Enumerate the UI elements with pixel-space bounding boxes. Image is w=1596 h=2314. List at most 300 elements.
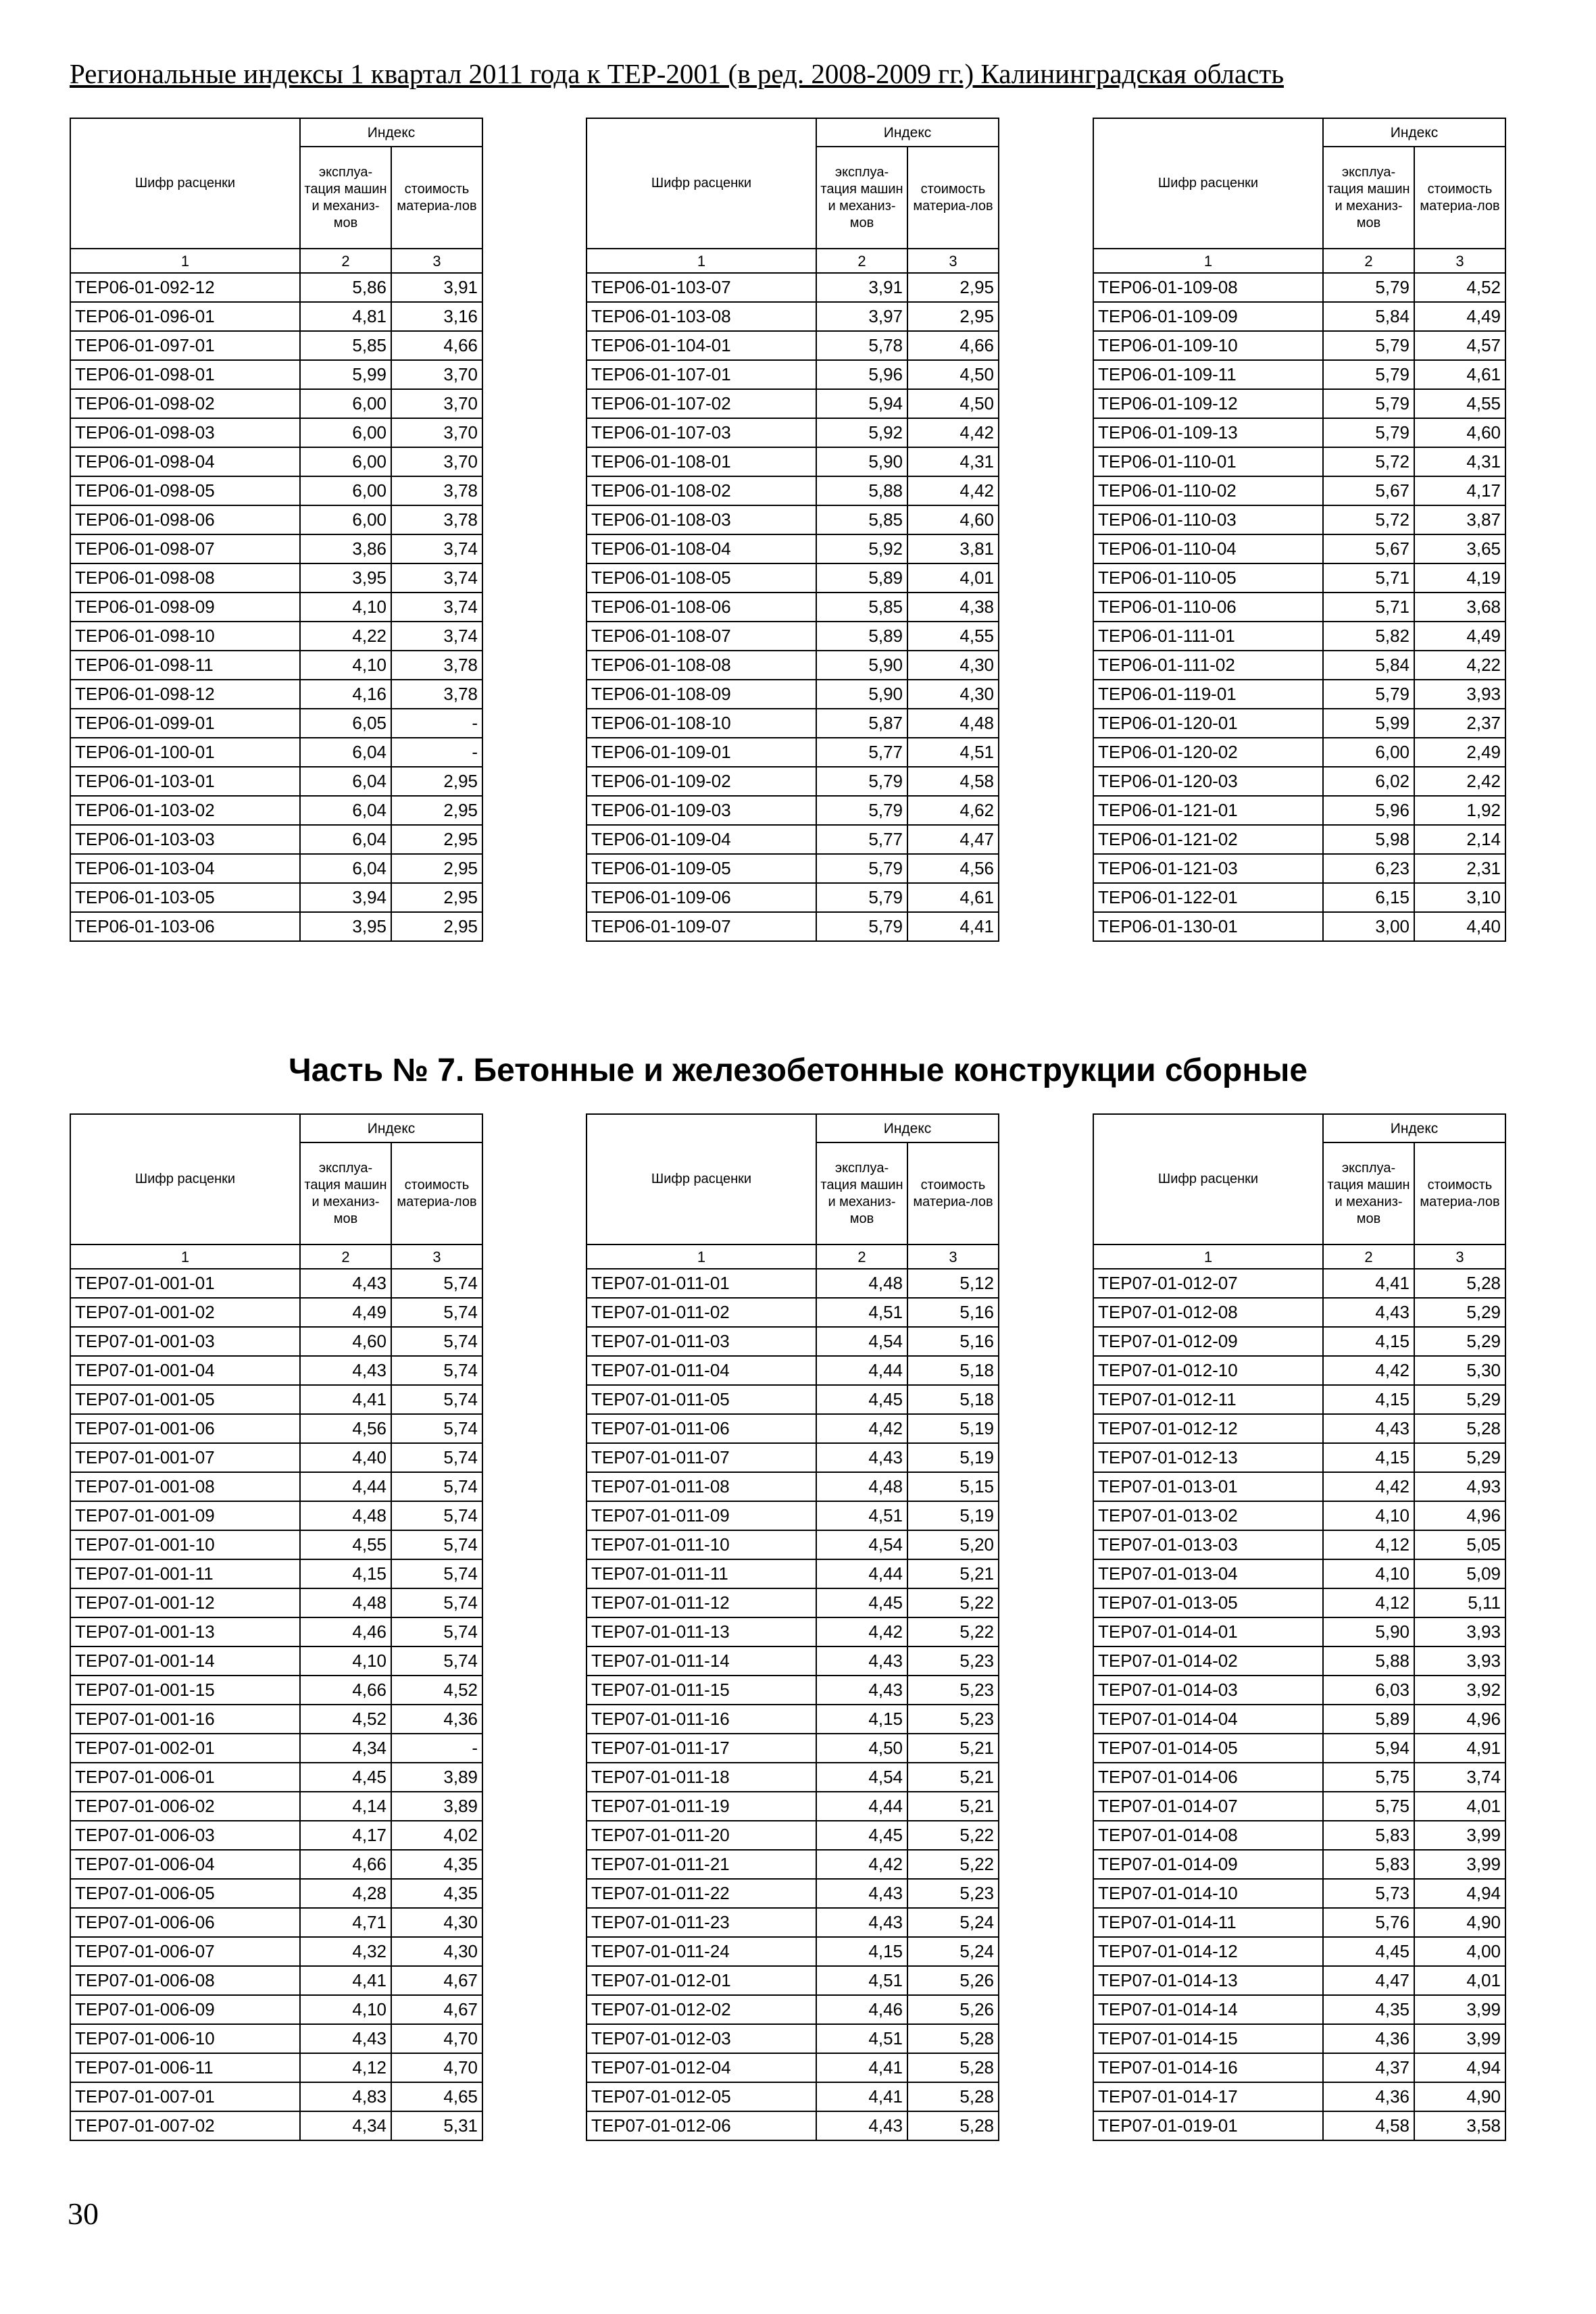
operation-index-cell: 4,49 (300, 1298, 391, 1327)
table-row (587, 1472, 999, 1501)
materials-index-cell: 5,74 (391, 1588, 482, 1617)
code-cell: ТЕР06-01-109-08 (1093, 273, 1323, 302)
table-row (1093, 563, 1505, 593)
operation-index-cell: 3,00 (1323, 912, 1414, 941)
code-cell: ТЕР07-01-011-05 (587, 1385, 816, 1414)
code-cell: ТЕР07-01-019-01 (1093, 2111, 1323, 2140)
code-cell: ТЕР07-01-012-08 (1093, 1298, 1323, 1327)
code-cell: ТЕР06-01-108-07 (587, 622, 816, 651)
table-row (70, 418, 482, 447)
materials-index-cell: 4,01 (1414, 1966, 1505, 1995)
header-num-2: 2 (1323, 249, 1414, 273)
materials-index-cell: 2,95 (391, 767, 482, 796)
operation-index-cell: 4,15 (816, 1705, 907, 1734)
code-cell: ТЕР07-01-011-17 (587, 1734, 816, 1763)
header-num-3: 3 (907, 1244, 999, 1269)
table-row (587, 302, 999, 331)
materials-index-cell: 5,21 (907, 1734, 999, 1763)
table-row (587, 1850, 999, 1879)
operation-index-cell: 4,44 (816, 1356, 907, 1385)
operation-index-cell: 5,79 (816, 883, 907, 912)
operation-index-cell: 4,10 (300, 1995, 391, 2024)
materials-index-cell: 5,22 (907, 1821, 999, 1850)
materials-index-cell: 5,29 (1414, 1443, 1505, 1472)
operation-index-cell: 4,43 (816, 2111, 907, 2140)
table-row (587, 1501, 999, 1530)
code-cell: ТЕР07-01-014-15 (1093, 2024, 1323, 2053)
operation-index-cell: 5,89 (1323, 1705, 1414, 1734)
code-cell: ТЕР06-01-110-05 (1093, 563, 1323, 593)
table-row (1093, 1327, 1505, 1356)
operation-index-cell: 4,66 (300, 1676, 391, 1705)
table-row (70, 1966, 482, 1995)
materials-index-cell: 5,24 (907, 1908, 999, 1937)
table-row (70, 302, 482, 331)
operation-index-cell: 5,98 (1323, 825, 1414, 854)
code-cell: ТЕР07-01-001-05 (70, 1385, 300, 1414)
operation-index-cell: 4,43 (816, 1879, 907, 1908)
table-row (70, 1559, 482, 1588)
operation-index-cell: 6,05 (300, 709, 391, 738)
operation-index-cell: 4,15 (816, 1937, 907, 1966)
operation-index-cell: 5,83 (1323, 1850, 1414, 1879)
materials-index-cell: 4,94 (1414, 1879, 1505, 1908)
table-row (70, 1646, 482, 1676)
operation-index-cell: 4,44 (816, 1559, 907, 1588)
table-row (587, 854, 999, 883)
code-cell: ТЕР06-01-098-07 (70, 534, 300, 563)
materials-index-cell: 2,49 (1414, 738, 1505, 767)
code-cell: ТЕР06-01-108-06 (587, 593, 816, 622)
operation-index-cell: 4,81 (300, 302, 391, 331)
operation-index-cell: 4,15 (1323, 1327, 1414, 1356)
materials-index-cell: 3,74 (391, 622, 482, 651)
materials-index-cell: 5,74 (391, 1530, 482, 1559)
materials-index-cell: 2,95 (907, 273, 999, 302)
materials-index-cell: 5,74 (391, 1269, 482, 1298)
table-row (70, 1676, 482, 1705)
materials-index-cell: 3,16 (391, 302, 482, 331)
code-cell: ТЕР07-01-001-10 (70, 1530, 300, 1559)
table-row (70, 1443, 482, 1472)
materials-index-cell: 3,74 (391, 593, 482, 622)
operation-index-cell: 4,43 (816, 1908, 907, 1937)
code-cell: ТЕР07-01-014-08 (1093, 1821, 1323, 1850)
table-row (70, 883, 482, 912)
code-cell: ТЕР07-01-001-09 (70, 1501, 300, 1530)
operation-index-cell: 3,86 (300, 534, 391, 563)
header-index: Индекс (816, 1114, 999, 1142)
code-cell: ТЕР07-01-011-03 (587, 1327, 816, 1356)
table-row (70, 1995, 482, 2024)
table-row (587, 1298, 999, 1327)
materials-index-cell: 2,95 (391, 796, 482, 825)
operation-index-cell: 5,90 (816, 680, 907, 709)
materials-index-cell: 3,70 (391, 389, 482, 418)
table-row (70, 447, 482, 476)
table-row (587, 593, 999, 622)
operation-index-cell: 4,42 (816, 1850, 907, 1879)
code-cell: ТЕР07-01-011-08 (587, 1472, 816, 1501)
materials-index-cell: 3,58 (1414, 2111, 1505, 2140)
table-row (587, 360, 999, 389)
operation-index-cell: 4,15 (300, 1559, 391, 1588)
table-row (1093, 2053, 1505, 2082)
materials-index-cell: 3,70 (391, 418, 482, 447)
index-table-2 (586, 118, 999, 942)
table-row (1093, 1472, 1505, 1501)
header-materials: стоимость материа-лов (1414, 1142, 1505, 1244)
materials-index-cell: 5,09 (1414, 1559, 1505, 1588)
materials-index-cell: 3,74 (391, 563, 482, 593)
code-cell: ТЕР07-01-001-06 (70, 1414, 300, 1443)
code-cell: ТЕР06-01-100-01 (70, 738, 300, 767)
table-row (1093, 2024, 1505, 2053)
materials-index-cell: 4,66 (391, 331, 482, 360)
code-cell: ТЕР06-01-108-05 (587, 563, 816, 593)
table-row (1093, 1705, 1505, 1734)
code-cell: ТЕР06-01-121-03 (1093, 854, 1323, 883)
operation-index-cell: 4,46 (300, 1617, 391, 1646)
code-cell: ТЕР06-01-108-08 (587, 651, 816, 680)
header-code: Шифр расценки (70, 118, 300, 249)
header-index: Индекс (816, 118, 999, 147)
table-row (1093, 1908, 1505, 1937)
code-cell: ТЕР06-01-121-02 (1093, 825, 1323, 854)
table-row (587, 1588, 999, 1617)
materials-index-cell: 4,51 (907, 738, 999, 767)
materials-index-cell: 5,74 (391, 1356, 482, 1385)
operation-index-cell: 5,79 (816, 767, 907, 796)
materials-index-cell: 5,15 (907, 1472, 999, 1501)
table-row (587, 825, 999, 854)
index-table-5 (586, 1113, 999, 2141)
table-row (1093, 476, 1505, 505)
materials-index-cell: 4,30 (391, 1908, 482, 1937)
code-cell: ТЕР07-01-006-07 (70, 1937, 300, 1966)
operation-index-cell: 5,99 (300, 360, 391, 389)
table-row (70, 1792, 482, 1821)
code-cell: ТЕР06-01-121-01 (1093, 796, 1323, 825)
materials-index-cell: 4,30 (907, 651, 999, 680)
materials-index-cell: 3,93 (1414, 680, 1505, 709)
table-row (70, 1850, 482, 1879)
operation-index-cell: 4,17 (300, 1821, 391, 1850)
operation-index-cell: 4,44 (300, 1472, 391, 1501)
code-cell: ТЕР07-01-006-05 (70, 1879, 300, 1908)
code-cell: ТЕР07-01-012-01 (587, 1966, 816, 1995)
operation-index-cell: 5,73 (1323, 1879, 1414, 1908)
materials-index-cell: 3,99 (1414, 1850, 1505, 1879)
operation-index-cell: 5,90 (816, 651, 907, 680)
materials-index-cell: 2,14 (1414, 825, 1505, 854)
materials-index-cell: 5,28 (907, 2024, 999, 2053)
table-row (1093, 2082, 1505, 2111)
materials-index-cell: 5,26 (907, 1966, 999, 1995)
code-cell: ТЕР07-01-011-15 (587, 1676, 816, 1705)
code-cell: ТЕР07-01-002-01 (70, 1734, 300, 1763)
code-cell: ТЕР06-01-098-01 (70, 360, 300, 389)
operation-index-cell: 5,87 (816, 709, 907, 738)
table-row (70, 389, 482, 418)
code-cell: ТЕР07-01-001-01 (70, 1269, 300, 1298)
materials-index-cell: 5,22 (907, 1850, 999, 1879)
materials-index-cell: 4,50 (907, 389, 999, 418)
table-row (587, 680, 999, 709)
materials-index-cell: 5,74 (391, 1646, 482, 1676)
operation-index-cell: 4,54 (816, 1530, 907, 1559)
operation-index-cell: 5,85 (816, 593, 907, 622)
header-index: Индекс (1323, 1114, 1505, 1142)
operation-index-cell: 5,67 (1323, 534, 1414, 563)
header-operation: эксплуа-тация машин и механиз-мов (816, 147, 907, 249)
code-cell: ТЕР06-01-109-13 (1093, 418, 1323, 447)
operation-index-cell: 5,94 (1323, 1734, 1414, 1763)
materials-index-cell: 5,16 (907, 1298, 999, 1327)
table-row (70, 680, 482, 709)
table-row (587, 1792, 999, 1821)
code-cell: ТЕР06-01-098-10 (70, 622, 300, 651)
table-row (1093, 680, 1505, 709)
header-num-2: 2 (300, 1244, 391, 1269)
code-cell: ТЕР07-01-007-02 (70, 2111, 300, 2140)
operation-index-cell: 4,22 (300, 622, 391, 651)
materials-index-cell: 4,35 (391, 1850, 482, 1879)
code-cell: ТЕР07-01-012-13 (1093, 1443, 1323, 1472)
operation-index-cell: 4,34 (300, 1734, 391, 1763)
table-row (587, 505, 999, 534)
code-cell: ТЕР07-01-014-11 (1093, 1908, 1323, 1937)
operation-index-cell: 4,36 (1323, 2082, 1414, 2111)
table-row (587, 1734, 999, 1763)
table-row (1093, 738, 1505, 767)
code-cell: ТЕР06-01-109-04 (587, 825, 816, 854)
operation-index-cell: 4,58 (1323, 2111, 1414, 2140)
header-materials: стоимость материа-лов (907, 1142, 999, 1244)
code-cell: ТЕР06-01-120-03 (1093, 767, 1323, 796)
materials-index-cell: 2,95 (391, 883, 482, 912)
materials-index-cell: 4,66 (907, 331, 999, 360)
materials-index-cell: 4,70 (391, 2024, 482, 2053)
operation-index-cell: 5,79 (816, 796, 907, 825)
materials-index-cell: 2,37 (1414, 709, 1505, 738)
materials-index-cell: 5,22 (907, 1617, 999, 1646)
operation-index-cell: 6,00 (300, 389, 391, 418)
table-row (587, 1269, 999, 1298)
materials-index-cell: 3,74 (1414, 1763, 1505, 1792)
operation-index-cell: 4,42 (816, 1414, 907, 1443)
table-row (587, 1763, 999, 1792)
code-cell: ТЕР06-01-107-01 (587, 360, 816, 389)
operation-index-cell: 4,48 (300, 1588, 391, 1617)
code-cell: ТЕР07-01-012-04 (587, 2053, 816, 2082)
materials-index-cell: 4,70 (391, 2053, 482, 2082)
operation-index-cell: 5,71 (1323, 563, 1414, 593)
header-num-2: 2 (816, 1244, 907, 1269)
materials-index-cell: 4,57 (1414, 331, 1505, 360)
table-row (70, 1763, 482, 1792)
header-num-1: 1 (587, 1244, 816, 1269)
table-row (587, 1908, 999, 1937)
materials-index-cell: 5,23 (907, 1879, 999, 1908)
materials-index-cell: 5,23 (907, 1646, 999, 1676)
operation-index-cell: 4,12 (1323, 1588, 1414, 1617)
materials-index-cell: 5,74 (391, 1443, 482, 1472)
materials-index-cell: 3,89 (391, 1763, 482, 1792)
table-row (70, 593, 482, 622)
code-cell: ТЕР06-01-111-01 (1093, 622, 1323, 651)
code-cell: ТЕР07-01-006-04 (70, 1850, 300, 1879)
table-row (70, 1821, 482, 1850)
table-row (1093, 273, 1505, 302)
code-cell: ТЕР06-01-107-03 (587, 418, 816, 447)
materials-index-cell: 5,19 (907, 1501, 999, 1530)
table-row (70, 709, 482, 738)
table-row (1093, 1298, 1505, 1327)
materials-index-cell: 4,47 (907, 825, 999, 854)
code-cell: ТЕР07-01-011-09 (587, 1501, 816, 1530)
code-cell: ТЕР06-01-110-06 (1093, 593, 1323, 622)
materials-index-cell: 5,74 (391, 1414, 482, 1443)
code-cell: ТЕР06-01-103-05 (70, 883, 300, 912)
materials-index-cell: 4,91 (1414, 1734, 1505, 1763)
code-cell: ТЕР07-01-011-07 (587, 1443, 816, 1472)
operation-index-cell: 3,95 (300, 563, 391, 593)
code-cell: ТЕР07-01-007-01 (70, 2082, 300, 2111)
code-cell: ТЕР07-01-014-10 (1093, 1879, 1323, 1908)
code-cell: ТЕР07-01-001-04 (70, 1356, 300, 1385)
table-row (1093, 883, 1505, 912)
operation-index-cell: 5,84 (1323, 302, 1414, 331)
code-cell: ТЕР07-01-011-12 (587, 1588, 816, 1617)
table-row (587, 389, 999, 418)
table-row (1093, 1646, 1505, 1676)
code-cell: ТЕР06-01-110-03 (1093, 505, 1323, 534)
header-code: Шифр расценки (587, 118, 816, 249)
operation-index-cell: 4,43 (1323, 1298, 1414, 1327)
table-row (587, 2024, 999, 2053)
materials-index-cell: 5,24 (907, 1937, 999, 1966)
code-cell: ТЕР06-01-098-06 (70, 505, 300, 534)
code-cell: ТЕР07-01-013-02 (1093, 1501, 1323, 1530)
materials-index-cell: 5,21 (907, 1559, 999, 1588)
materials-index-cell: 5,11 (1414, 1588, 1505, 1617)
code-cell: ТЕР07-01-013-04 (1093, 1559, 1323, 1588)
materials-index-cell: 5,12 (907, 1269, 999, 1298)
operation-index-cell: 5,96 (816, 360, 907, 389)
operation-index-cell: 5,77 (816, 825, 907, 854)
code-cell: ТЕР06-01-097-01 (70, 331, 300, 360)
materials-index-cell: 5,26 (907, 1995, 999, 2024)
table-row (587, 1995, 999, 2024)
header-operation: эксплуа-тация машин и механиз-мов (300, 1142, 391, 1244)
code-cell: ТЕР07-01-014-09 (1093, 1850, 1323, 1879)
materials-index-cell: 4,55 (907, 622, 999, 651)
operation-index-cell: 4,43 (816, 1646, 907, 1676)
table-row (587, 1937, 999, 1966)
header-index: Индекс (300, 1114, 482, 1142)
table-row (70, 1908, 482, 1937)
table-row (1093, 1443, 1505, 1472)
operation-index-cell: 6,04 (300, 767, 391, 796)
materials-index-cell: 4,67 (391, 1966, 482, 1995)
code-cell: ТЕР07-01-001-14 (70, 1646, 300, 1676)
materials-index-cell: - (391, 1734, 482, 1763)
materials-index-cell: 4,62 (907, 796, 999, 825)
header-materials: стоимость материа-лов (1414, 147, 1505, 249)
operation-index-cell: 4,46 (816, 1995, 907, 2024)
operation-index-cell: 5,89 (816, 563, 907, 593)
materials-index-cell: - (391, 709, 482, 738)
code-cell: ТЕР07-01-001-12 (70, 1588, 300, 1617)
index-table-1 (70, 118, 483, 942)
materials-index-cell: 4,17 (1414, 476, 1505, 505)
operation-index-cell: 4,41 (816, 2082, 907, 2111)
table-row (1093, 825, 1505, 854)
operation-index-cell: 5,79 (1323, 360, 1414, 389)
code-cell: ТЕР07-01-011-11 (587, 1559, 816, 1588)
table-row (70, 622, 482, 651)
code-cell: ТЕР07-01-014-17 (1093, 2082, 1323, 2111)
header-num-2: 2 (816, 249, 907, 273)
operation-index-cell: 4,43 (300, 1356, 391, 1385)
operation-index-cell: 5,90 (816, 447, 907, 476)
materials-index-cell: 4,49 (1414, 622, 1505, 651)
code-cell: ТЕР07-01-011-04 (587, 1356, 816, 1385)
materials-index-cell: 5,28 (907, 2082, 999, 2111)
table-row (70, 1414, 482, 1443)
table-row (587, 447, 999, 476)
code-cell: ТЕР07-01-014-04 (1093, 1705, 1323, 1734)
table-row (1093, 418, 1505, 447)
operation-index-cell: 5,77 (816, 738, 907, 767)
table-row (587, 651, 999, 680)
operation-index-cell: 6,02 (1323, 767, 1414, 796)
header-operation: эксплуа-тация машин и механиз-мов (816, 1142, 907, 1244)
header-num-1: 1 (587, 249, 816, 273)
materials-index-cell: 4,22 (1414, 651, 1505, 680)
page-title: Региональные индексы 1 квартал 2011 года к ТЕР-2001 (в ред. 2008-2009 гг.) Калининградская область (70, 58, 1285, 89)
header-num-3: 3 (1414, 249, 1505, 273)
materials-index-cell: 4,58 (907, 767, 999, 796)
table-row (587, 534, 999, 563)
operation-index-cell: 5,85 (300, 331, 391, 360)
code-cell: ТЕР06-01-109-06 (587, 883, 816, 912)
operation-index-cell: 4,42 (816, 1617, 907, 1646)
table-row (70, 2111, 482, 2140)
code-cell: ТЕР06-01-108-09 (587, 680, 816, 709)
operation-index-cell: 6,23 (1323, 854, 1414, 883)
code-cell: ТЕР07-01-011-22 (587, 1879, 816, 1908)
operation-index-cell: 4,41 (816, 2053, 907, 2082)
code-cell: ТЕР06-01-109-05 (587, 854, 816, 883)
code-cell: ТЕР07-01-001-07 (70, 1443, 300, 1472)
code-cell: ТЕР06-01-099-01 (70, 709, 300, 738)
materials-index-cell: 3,93 (1414, 1617, 1505, 1646)
materials-index-cell: 4,50 (907, 360, 999, 389)
table-row (1093, 622, 1505, 651)
code-cell: ТЕР06-01-109-09 (1093, 302, 1323, 331)
table-row (1093, 389, 1505, 418)
table-row (70, 273, 482, 302)
code-cell: ТЕР07-01-014-07 (1093, 1792, 1323, 1821)
operation-index-cell: 4,14 (300, 1792, 391, 1821)
table-row (1093, 302, 1505, 331)
operation-index-cell: 5,92 (816, 534, 907, 563)
materials-index-cell: 5,29 (1414, 1327, 1505, 1356)
materials-index-cell: 4,19 (1414, 563, 1505, 593)
materials-index-cell: 5,21 (907, 1763, 999, 1792)
